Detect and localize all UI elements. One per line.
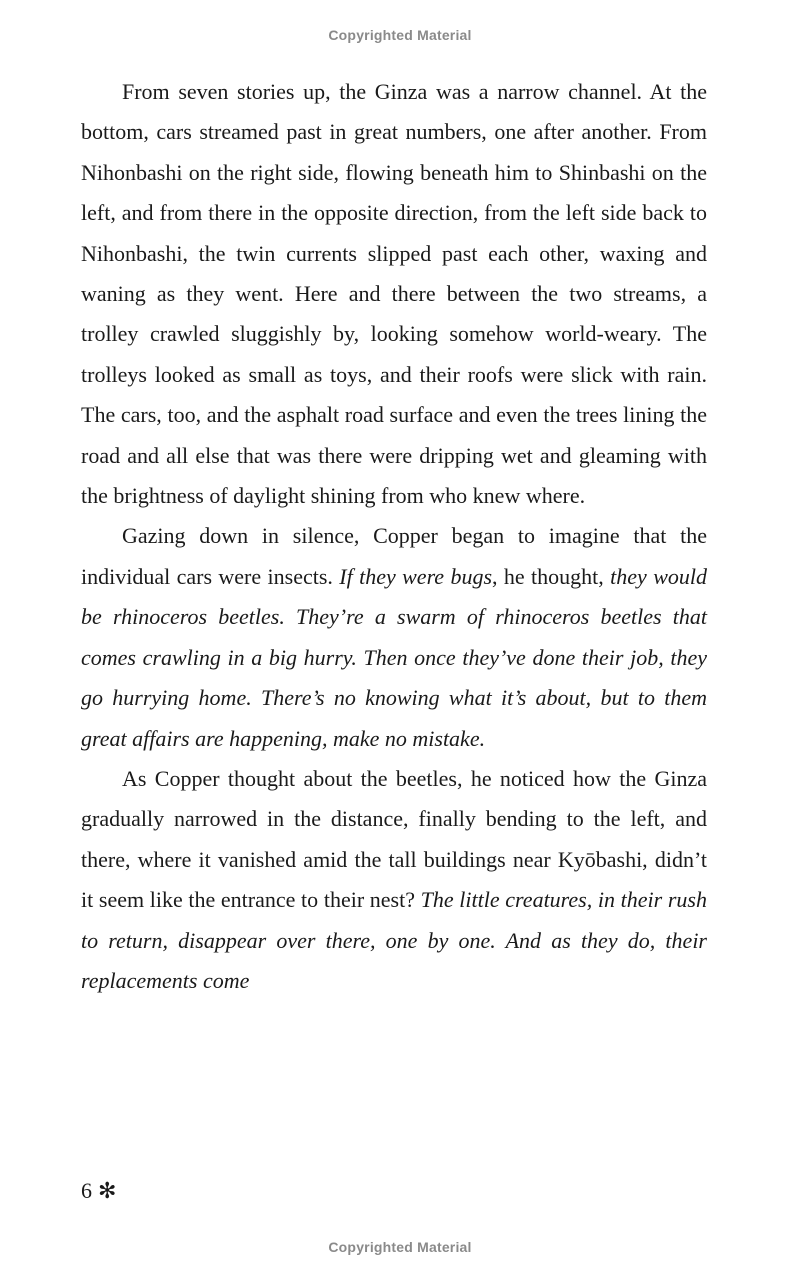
paragraph-2-italic-thought-2: they would be rhinoceros beetles. They’re a swarm of rhinoceros beetles that comes crawling in a big hurry. Then once they’ve done their job, they go hurrying home. There’s no knowing what it’s about, but to them great affairs are happening, make no mistake. xyxy=(81,563,707,751)
paragraph-2-text: , he thought, xyxy=(492,563,611,589)
paragraph-2-text: Gazing down in silence, Copper began to imagine that the individual cars were insects. xyxy=(81,523,707,589)
paragraph-3 xyxy=(81,759,707,1001)
paragraph-3-italic-thought: The little creatures, in their rush to return, disappear over there, one by one. And as they do, their replacements come xyxy=(81,887,707,993)
paragraph-3-text: As Copper thought about the beetles, he noticed how the Ginza gradually narrowed in the distance, finally bending to the left, and there, where it vanished amid the tall buildings near Kyōbashi, didn’t it seem like the entrance to their nest? xyxy=(81,765,707,913)
paragraph-2-italic-thought-1: If they were bugs xyxy=(339,563,493,589)
paragraph-2 xyxy=(81,516,707,758)
page-footer xyxy=(81,1178,116,1204)
asterisk-ornament-icon: ✻ xyxy=(98,1178,117,1203)
copyright-watermark-bottom: Copyrighted Material xyxy=(328,1239,472,1255)
page-number: 6 xyxy=(81,1178,92,1203)
paragraph-1-text: From seven stories up, the Ginza was a narrow channel. At the bottom, cars streamed past in great numbers, one after another. From Nihonbashi on the right side, flowing beneath him to Shinbashi on the left, and from there in the opposite direction, from the left side back to Nihonbashi, the twin currents slipped past each other, waxing and waning as they went. Here and there between the two streams, a trolley crawled sluggishly by, looking somehow world-weary. The trolleys looked as small as toys, and their roofs were slick with rain. The cars, too, and the asphalt road surface and even the trees lining the road and all else that was there were dripping wet and gleaming with the brightness of daylight shining from who knew where. xyxy=(81,79,707,509)
copyright-watermark-top: Copyrighted Material xyxy=(328,27,472,43)
paragraph-1 xyxy=(81,72,707,516)
body-text xyxy=(81,72,707,1001)
